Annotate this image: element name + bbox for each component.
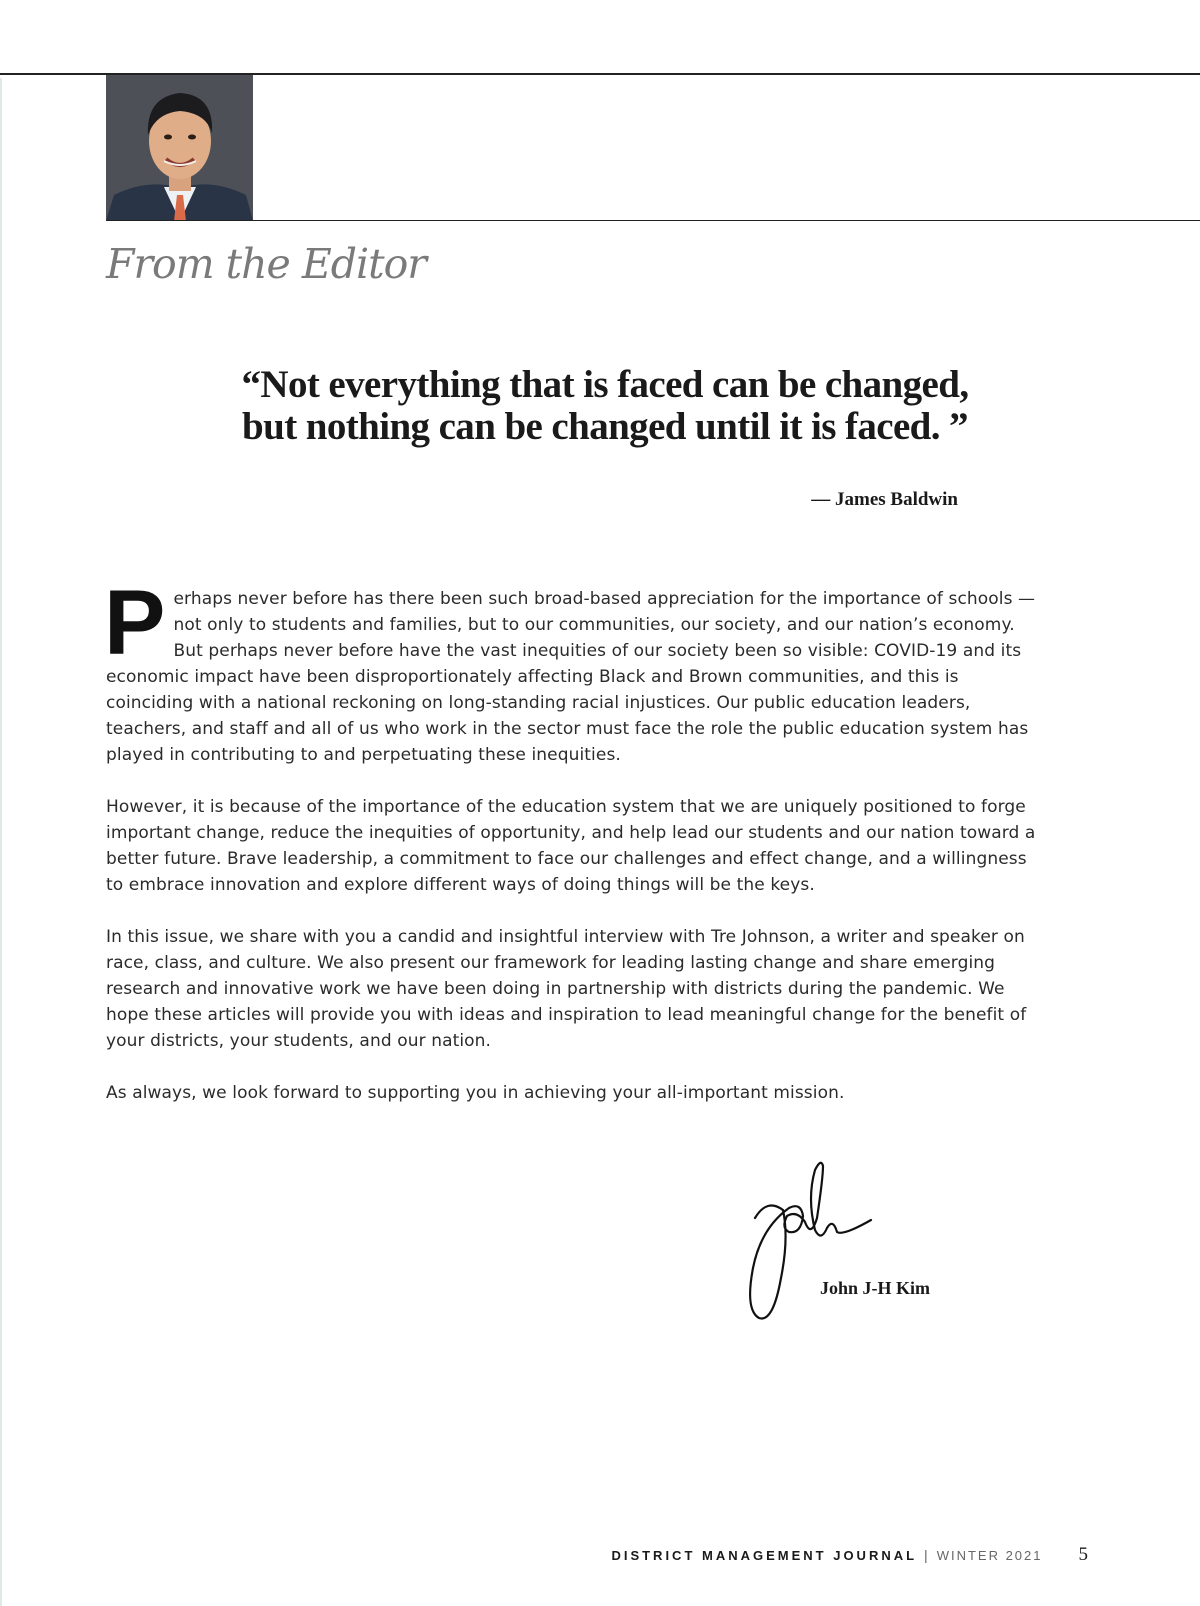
- paragraph: [104, 572, 1038, 768]
- quote-line-1: “Not everything that is faced can be changed,: [241, 363, 969, 406]
- signature-image: [745, 1158, 895, 1333]
- letter-body: [104, 572, 1038, 1132]
- paragraph-3: In this issue, we share with you a candid and insightful interview with Tre Johnson, a writer and speaker on race, class, and culture. We also present our framework for leading lasting change and share emerging research and innovative work we have been doing in partnership with districts during the pandemic. We hope these articles will provide you with ideas and inspiration to lead meaningful change for the benefit of your districts, your students, and our nation.: [106, 927, 1027, 1051]
- paragraph-2: However, it is because of the importance of the education system that we are uniquely positioned to forge important change, reduce the inequities of opportunity, and help lead our students and our nation toward a better future. Brave leadership, a commitment to face our challenges and effect change, and a willingness to embrace innovation and explore different ways of doing things will be the keys.: [106, 797, 1036, 895]
- editor-photo: [106, 75, 253, 221]
- quote-line-2: but nothing can be changed until it is faced. ”: [242, 405, 968, 448]
- photo-rule: [106, 220, 1200, 221]
- signer-name: John J-H Kim: [820, 1278, 931, 1298]
- section-title: From the Editor: [106, 240, 426, 288]
- paragraph-4: As always, we look forward to supporting you in achieving your all-important mission.: [106, 1083, 845, 1103]
- footer-separator: |: [924, 1547, 928, 1563]
- page-number: 5: [1078, 1544, 1088, 1565]
- paragraph-1-text: erhaps never before has there been such broad-based appreciation for the importance of schools — not only to students and families, but to our communities, our society, and our nation’s economy. But perhaps never before have the vast inequities of our society been so visible: COVID-19 and its economic impact have been disproportionately affecting Black and Brown communities, and this is coinciding with a national reckoning on long-standing racial injustices. Our public education leaders, teachers, and staff and all of us who work in the sector must face the role the public education system has played in contributing to and perpetuating these inequities.: [106, 589, 1036, 765]
- quote-attribution: — James Baldwin: [811, 489, 958, 510]
- drop-cap: P: [104, 572, 166, 674]
- page-edge-line: [0, 78, 2, 1606]
- pull-quote: [220, 364, 990, 448]
- page-footer: [611, 1544, 1088, 1566]
- journal-name: DISTRICT MANAGEMENT JOURNAL: [611, 1548, 918, 1563]
- issue-label: WINTER 2021: [936, 1548, 1043, 1563]
